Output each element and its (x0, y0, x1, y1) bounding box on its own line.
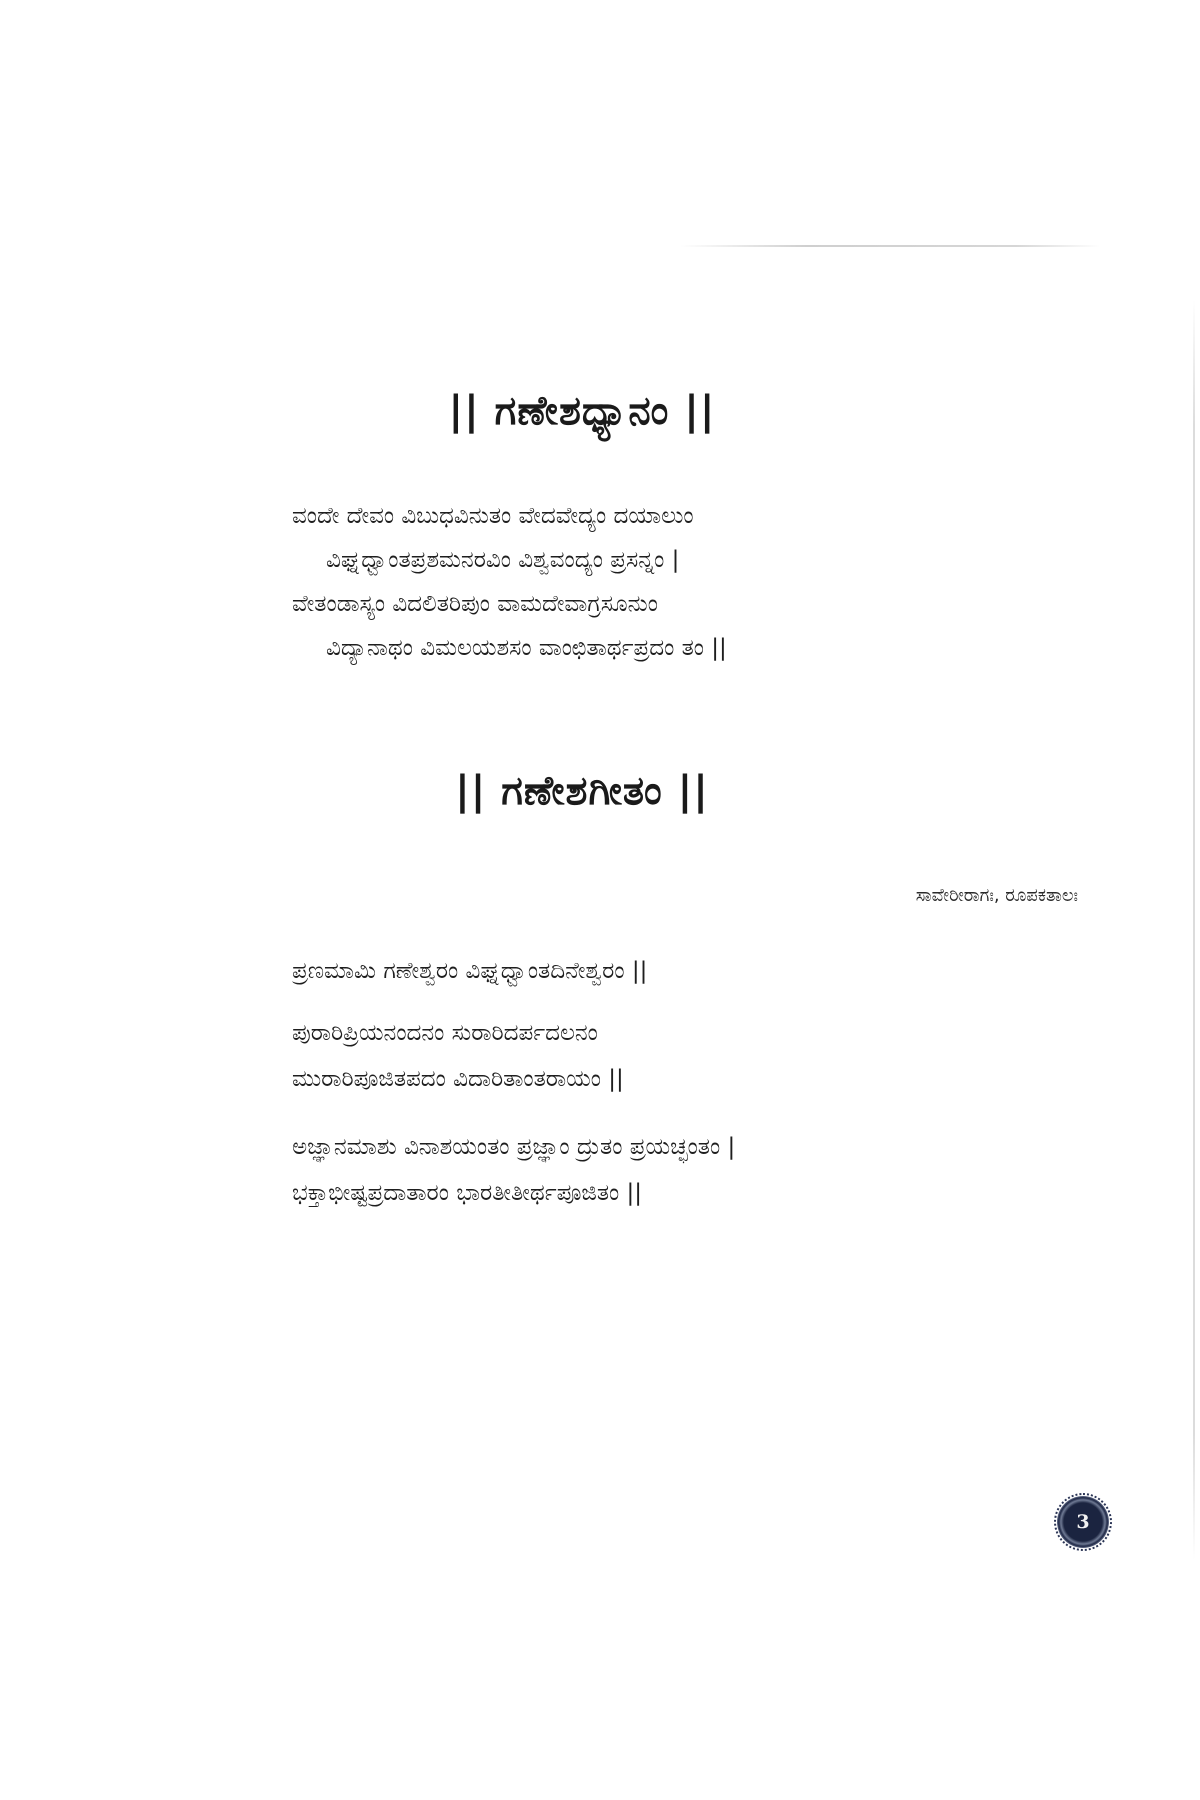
dhyana-verse (292, 494, 1112, 670)
stanza-line: ಪುರಾರಿಪ್ರಿಯನಂದನಂ ಸುರಾರಿದರ್ಪದಲನಂ (292, 1020, 598, 1046)
page-number: 3 (1076, 1511, 1090, 1533)
page-number-badge (1057, 1496, 1109, 1548)
stanza-1 (292, 1010, 1112, 1102)
top-rule (680, 245, 1100, 247)
stanza-line: ಮುರಾರಿಪೂಜಿತಪದಂ ವಿದಾರಿತಾಂತರಾಯಂ || (292, 1066, 624, 1092)
pallavi (292, 948, 1112, 994)
verse-line: ವಂದೇ ದೇವಂ ವಿಬುಧವಿನುತಂ ವೇದವೇದ್ಯಂ ದಯಾಲುಂ (292, 503, 694, 529)
section-title-ganesha-gitam: || ಗಣೇಶಗೀತಂ || (455, 768, 709, 814)
stanza-2 (292, 1124, 1112, 1216)
verse-line: ವಿದ್ಯಾನಾಥಂ ವಿಮಲಯಶಸಂ ವಾಂಛಿತಾರ್ಥಪ್ರದಂ ತಂ || (326, 635, 727, 661)
stanza-line: ಅಜ್ಞಾನಮಾಶು ವಿನಾಶಯಂತಂ ಪ್ರಜ್ಞಾಂ ದ್ರುತಂ ಪ್ರಯಚ್ಛಂತಂ | (292, 1134, 736, 1160)
verse-line: ವಿಘ್ನಧ್ವಾಂತಪ್ರಶಮನರವಿಂ ವಿಶ್ವವಂದ್ಯಂ ಪ್ರಸನ್ನಂ | (326, 547, 680, 573)
section-title-ganesha-dhyanam: || ಗಣೇಶಧ್ಯಾನಂ || (448, 388, 716, 434)
page-edge (1193, 300, 1195, 1560)
raga-tala-label: ಸಾವೇರೀರಾಗಃ, ರೂಪಕತಾಲಃ (915, 885, 1078, 906)
stanza-line: ಭಕ್ತಾಭೀಷ್ಟಪ್ರದಾತಾರಂ ಭಾರತೀತೀರ್ಥಪೂಜಿತಂ || (292, 1180, 643, 1206)
verse-line: ವೇತಂಡಾಸ್ಯಂ ವಿದಲಿತರಿಪುಂ ವಾಮದೇವಾಗ್ರಸೂನುಂ (292, 591, 658, 617)
pallavi-line: ಪ್ರಣಮಾಮಿ ಗಣೇಶ್ವರಂ ವಿಘ್ನಧ್ವಾಂತದಿನೇಶ್ವರಂ || (292, 958, 648, 984)
